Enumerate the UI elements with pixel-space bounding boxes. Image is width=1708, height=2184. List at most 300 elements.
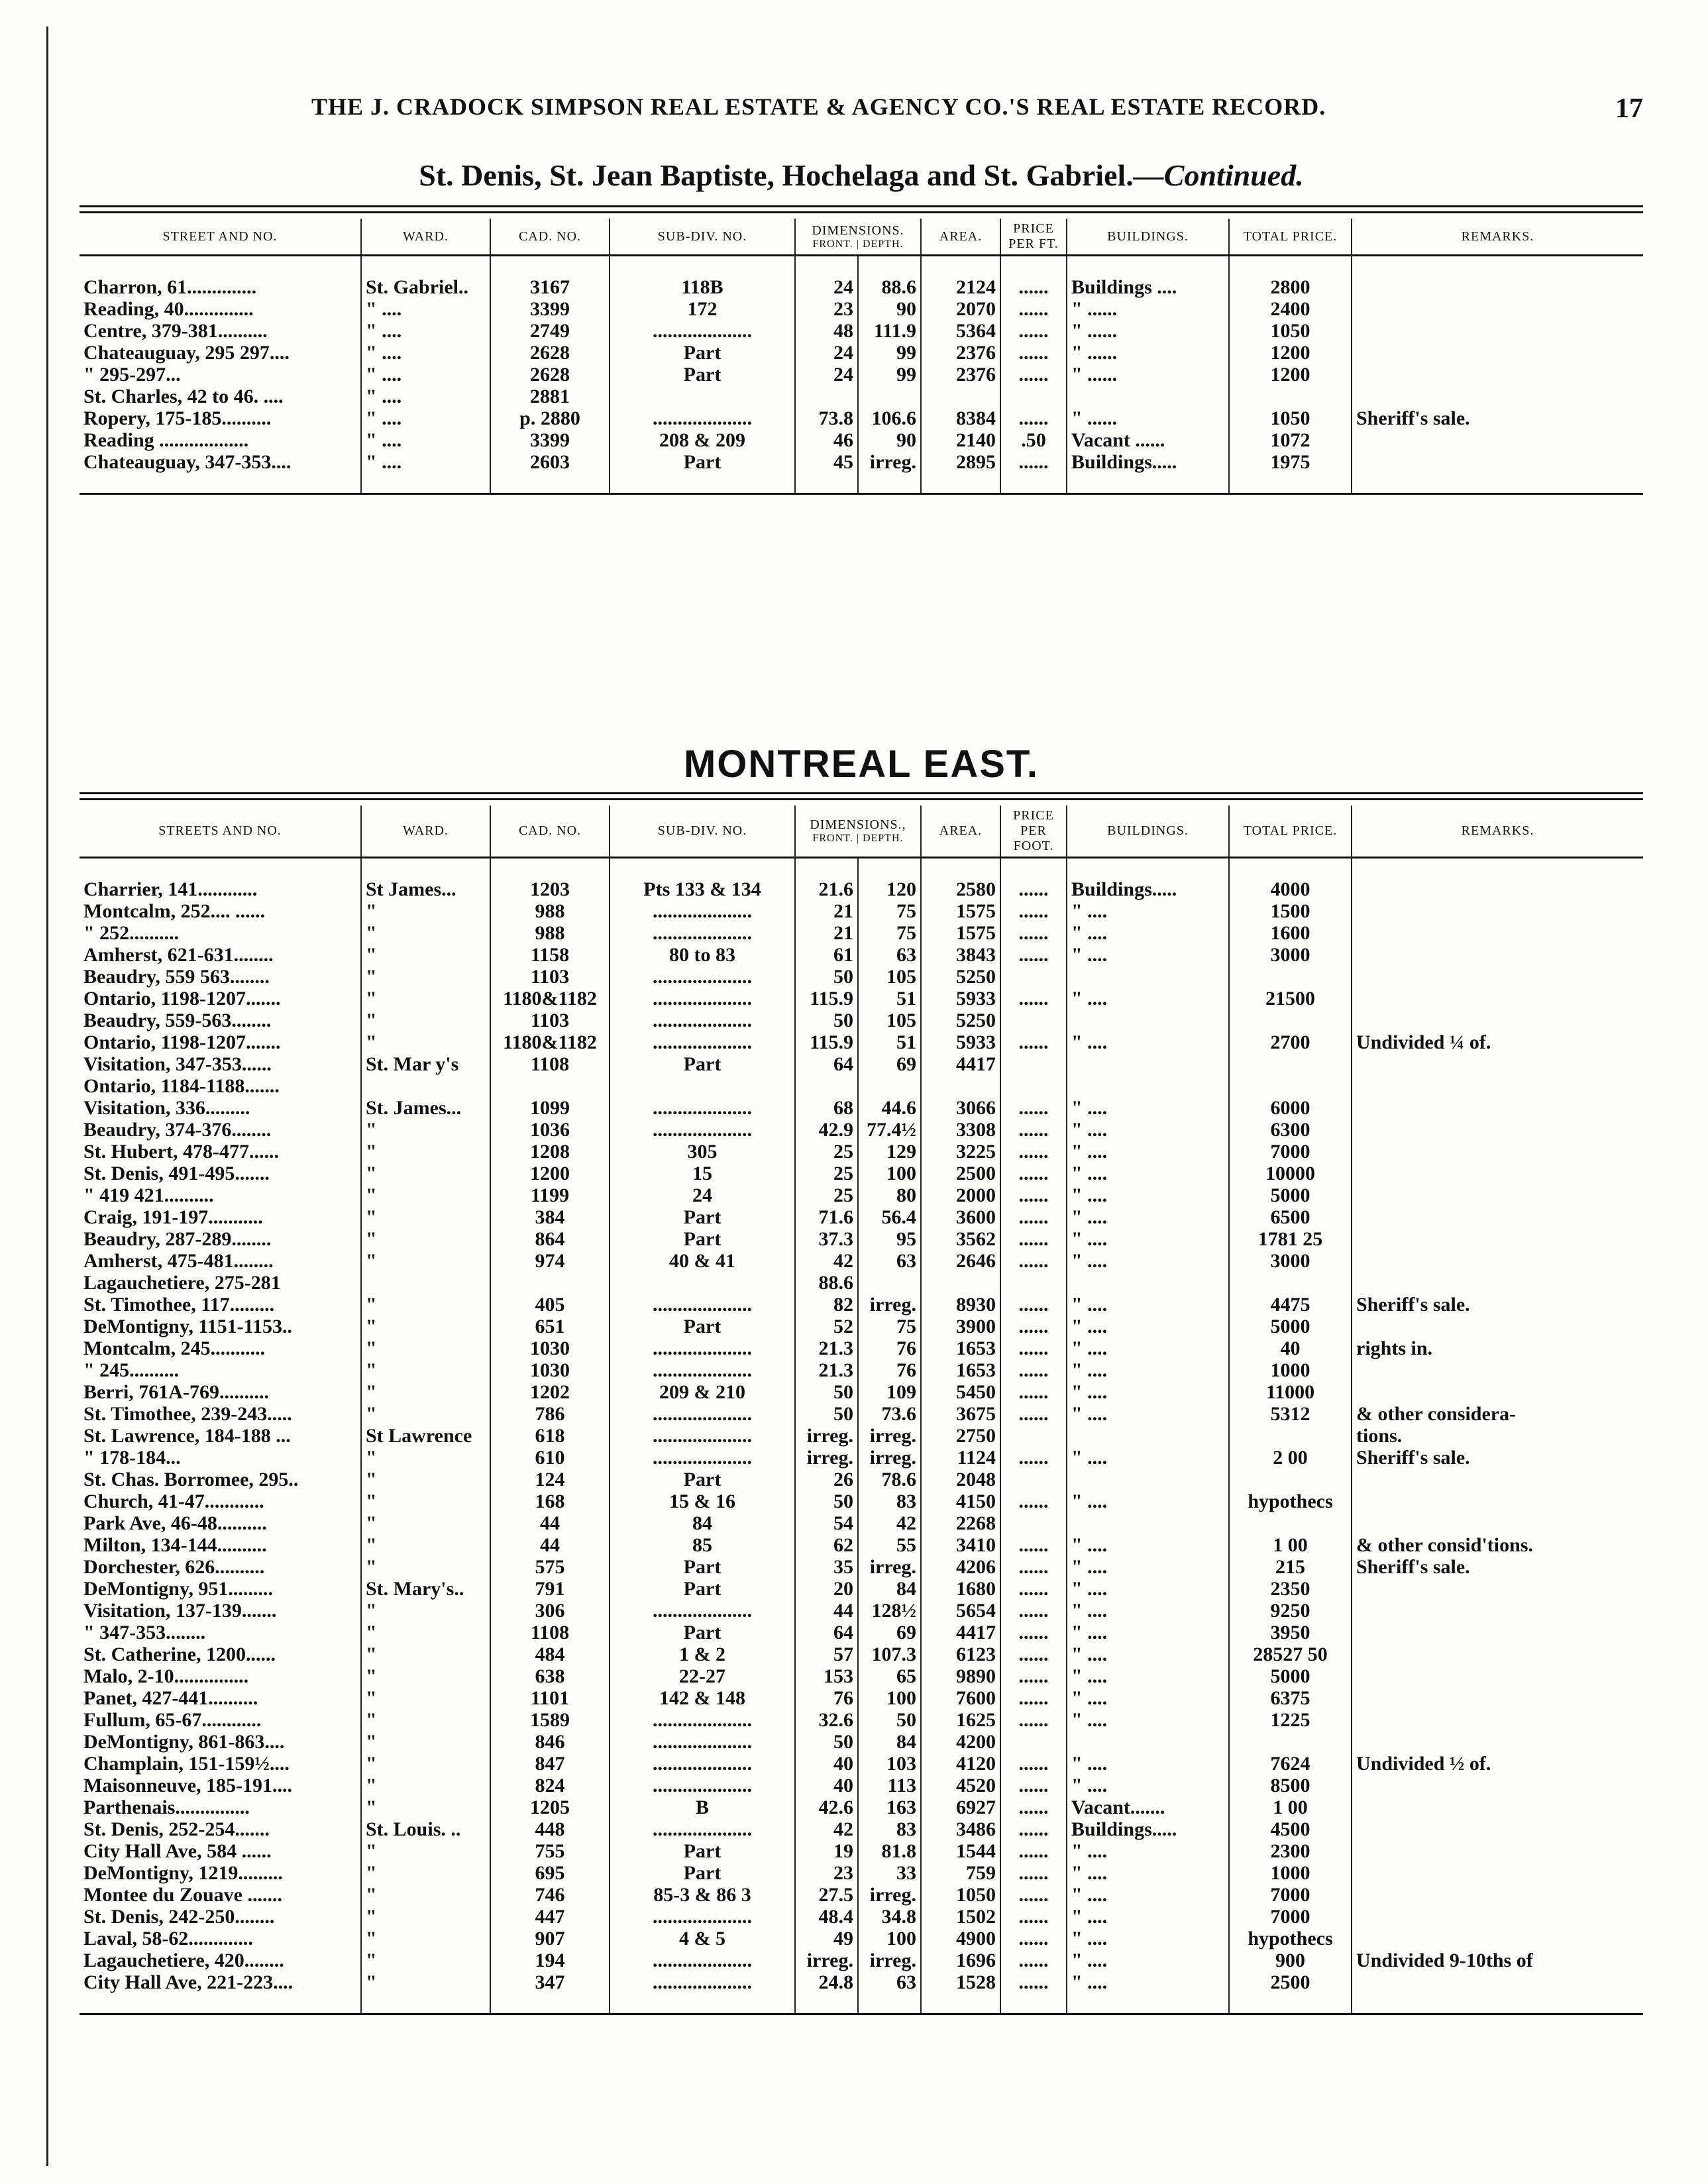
cell-price-per-foot: ...... (1000, 1971, 1067, 1993)
cell-buildings: " .... (1067, 1337, 1229, 1359)
cell-depth: 81.8 (858, 1840, 921, 1862)
cell-area: 759 (921, 1862, 1000, 1884)
cell-subdiv-no: .................... (610, 1753, 795, 1775)
cell-buildings: " .... (1067, 1578, 1229, 1600)
cell-area: 1544 (921, 1840, 1000, 1862)
cell-subdiv-no: .................... (610, 966, 795, 988)
cell-remarks (1352, 1687, 1643, 1709)
cell-remarks (1352, 1840, 1643, 1862)
cell-total-price: 8500 (1229, 1775, 1352, 1796)
cell-area (921, 1272, 1000, 1294)
cell-front: 50 (795, 1731, 858, 1753)
cell-front: 64 (795, 1053, 858, 1075)
cell-area: 2140 (921, 429, 1000, 451)
page-margin-line (46, 26, 48, 2166)
cell-buildings (1067, 386, 1229, 407)
cell-front: irreg. (795, 1950, 858, 1971)
cell-buildings: " .... (1067, 1665, 1229, 1687)
cell-cad-no: 907 (490, 1928, 610, 1950)
cell-street: City Hall Ave, 221-223.... (83, 1971, 294, 1993)
table-row (80, 1469, 1643, 1490)
table-body-st-denis (80, 256, 1643, 494)
cell-ward: " .... (361, 429, 490, 451)
cell-cad-no: 1208 (490, 1141, 610, 1163)
table-row (80, 1534, 1643, 1556)
cell-buildings (1067, 1731, 1229, 1753)
cell-buildings (1067, 1053, 1229, 1075)
cell-buildings: " .... (1067, 1206, 1229, 1228)
spacer-cell (1067, 1993, 1229, 2014)
cell-ward: " (361, 1031, 490, 1053)
cell-price-per-foot: ...... (1000, 878, 1067, 900)
cell-depth: 75 (858, 922, 921, 944)
cell-remarks (1352, 1469, 1643, 1490)
cell-total-price: 1 00 (1229, 1796, 1352, 1818)
cell-area: 3900 (921, 1316, 1000, 1337)
cell-area: 3410 (921, 1534, 1000, 1556)
cell-street: Montcalm, 252.... ...... (83, 900, 266, 922)
cell-subdiv-no: .................... (610, 1010, 795, 1031)
spacer-cell (490, 858, 610, 879)
cell-street: Park Ave, 46-48.......... (83, 1512, 267, 1534)
cell-cad-no: 988 (490, 922, 610, 944)
depth-label: DEPTH. (862, 833, 904, 844)
cell-depth: 65 (858, 1665, 921, 1687)
cell-remarks (1352, 1512, 1643, 1534)
cell-depth: 33 (858, 1862, 921, 1884)
cell-buildings: " .... (1067, 1141, 1229, 1163)
cell-ward: " (361, 1709, 490, 1731)
cell-street: Beaudry, 374-376........ (83, 1119, 272, 1141)
cell-remarks (1352, 1796, 1643, 1818)
cell-price-per-foot: ...... (1000, 1534, 1067, 1556)
cell-depth: 44.6 (858, 1097, 921, 1119)
cell-street: " 295-297... (83, 364, 181, 386)
table-row (80, 1250, 1643, 1272)
cell-buildings: Buildings..... (1067, 1818, 1229, 1840)
table-row (80, 1600, 1643, 1622)
cell-price-per-foot: ...... (1000, 1228, 1067, 1250)
cell-remarks (1352, 922, 1643, 944)
cell-price-per-foot (1000, 1272, 1067, 1294)
cell-area: 1653 (921, 1337, 1000, 1359)
cell-area: 1050 (921, 1884, 1000, 1906)
cell-remarks (1352, 1272, 1643, 1294)
table-row (80, 1687, 1643, 1709)
cell-price-per-foot: ...... (1000, 1578, 1067, 1600)
spacer-cell (490, 473, 610, 494)
spacer-cell (610, 858, 795, 879)
cell-depth (858, 1272, 921, 1294)
table-row (80, 451, 1643, 473)
spacer-cell (1000, 473, 1067, 494)
cell-street: Ontario, 1198-1207....... (83, 988, 281, 1010)
cell-area: 4417 (921, 1622, 1000, 1643)
cell-cad-no: 405 (490, 1294, 610, 1316)
cell-depth: 78.6 (858, 1469, 921, 1490)
cell-total-price: 4475 (1229, 1294, 1352, 1316)
cell-front: 26 (795, 1469, 858, 1490)
table-row (80, 429, 1643, 451)
cell-front: 21 (795, 900, 858, 922)
cell-subdiv-no: 80 to 83 (610, 944, 795, 966)
cell-subdiv-no: .................... (610, 407, 795, 429)
cell-remarks (1352, 1862, 1643, 1884)
cell-subdiv-no: .................... (610, 1359, 795, 1381)
cell-ward: " (361, 1141, 490, 1163)
cell-buildings: Buildings .... (1067, 276, 1229, 298)
spacer-cell (361, 1993, 490, 2014)
table-row (80, 1884, 1643, 1906)
cell-total-price: 1200 (1229, 364, 1352, 386)
cell-street: St. Denis, 491-495....... (83, 1163, 270, 1184)
cell-buildings: " ...... (1067, 364, 1229, 386)
cell-front: 52 (795, 1316, 858, 1337)
table-row (80, 1753, 1643, 1775)
table-row (80, 1316, 1643, 1337)
cell-ward: " (361, 1010, 490, 1031)
table-row (80, 1403, 1643, 1425)
cell-price-per-foot: ...... (1000, 298, 1067, 320)
cell-depth: 120 (858, 878, 921, 900)
cell-ward: " (361, 988, 490, 1010)
cell-ward: " (361, 1381, 490, 1403)
cell-total-price: 1000 (1229, 1862, 1352, 1884)
cell-street: Beaudry, 287-289........ (83, 1228, 272, 1250)
cell-depth: 128½ (858, 1600, 921, 1622)
col-header-dimensions: DIMENSIONS. FRONT. | DEPTH. (795, 219, 921, 256)
cell-price-per-foot: ...... (1000, 1687, 1067, 1709)
cell-street: Parthenais............... (83, 1796, 250, 1818)
cell-price-per-foot (1000, 1010, 1067, 1031)
cell-price-per-foot: ...... (1000, 1665, 1067, 1687)
cell-depth: 63 (858, 1971, 921, 1993)
cell-depth: 84 (858, 1731, 921, 1753)
cell-cad-no: 1030 (490, 1359, 610, 1381)
cell-total-price: 1975 (1229, 451, 1352, 473)
cell-street: St. Catherine, 1200...... (83, 1643, 276, 1665)
cell-total-price: 3950 (1229, 1622, 1352, 1643)
cell-cad-no: 1158 (490, 944, 610, 966)
col-header-buildings: BUILDINGS. (1067, 219, 1229, 256)
cell-remarks (1352, 1206, 1643, 1228)
cell-remarks (1352, 1316, 1643, 1337)
cell-remarks (1352, 1053, 1643, 1075)
cell-depth: 69 (858, 1622, 921, 1643)
cell-ward: " (361, 1119, 490, 1141)
cell-remarks (1352, 1381, 1643, 1403)
cell-price-per-foot: ...... (1000, 1840, 1067, 1862)
cell-buildings: " .... (1067, 1228, 1229, 1250)
spacer-cell (1229, 473, 1352, 494)
table-row (80, 1731, 1643, 1753)
cell-subdiv-no: Part (610, 1556, 795, 1578)
cell-remarks (1352, 966, 1643, 988)
cell-area: 1575 (921, 900, 1000, 922)
cell-subdiv-no: Part (610, 1469, 795, 1490)
cell-ward: " .... (361, 320, 490, 342)
cell-ward: " .... (361, 298, 490, 320)
cell-total-price (1229, 1731, 1352, 1753)
cell-front: 115.9 (795, 1031, 858, 1053)
spacer-cell (80, 473, 361, 494)
cell-cad-no: 618 (490, 1425, 610, 1447)
cell-cad-no: p. 2880 (490, 407, 610, 429)
cell-cad-no: 2881 (490, 386, 610, 407)
cell-total-price: 1781 25 (1229, 1228, 1352, 1250)
cell-cad-no: 447 (490, 1906, 610, 1928)
cell-depth: 105 (858, 1010, 921, 1031)
spacer-cell (610, 473, 795, 494)
cell-subdiv-no: 22-27 (610, 1665, 795, 1687)
cell-total-price: 7000 (1229, 1141, 1352, 1163)
spacer-cell (858, 473, 921, 494)
cell-street: Champlain, 151-159½.... (83, 1753, 290, 1775)
cell-street: Lagauchetiere, 275-281 (83, 1272, 281, 1294)
cell-area: 2580 (921, 878, 1000, 900)
cell-subdiv-no: Pts 133 & 134 (610, 878, 795, 900)
cell-area: 2124 (921, 276, 1000, 298)
cell-subdiv-no: .................... (610, 922, 795, 944)
cell-subdiv-no: 85 (610, 1534, 795, 1556)
spacer-cell (921, 858, 1000, 879)
spacer-cell (1229, 858, 1352, 879)
cell-front: 50 (795, 1010, 858, 1031)
cell-buildings: Vacant....... (1067, 1796, 1229, 1818)
cell-price-per-foot: ...... (1000, 1206, 1067, 1228)
cell-buildings: " .... (1067, 1447, 1229, 1469)
cell-ward: " (361, 1622, 490, 1643)
cell-area: 1625 (921, 1709, 1000, 1731)
cell-remarks (1352, 878, 1643, 900)
cell-remarks (1352, 1928, 1643, 1950)
cell-cad-no: 3399 (490, 429, 610, 451)
cell-buildings: " ...... (1067, 342, 1229, 364)
cell-buildings: " .... (1067, 1775, 1229, 1796)
cell-cad-no: 1205 (490, 1796, 610, 1818)
cell-price-per-foot: ...... (1000, 1884, 1067, 1906)
cell-price-per-foot: ...... (1000, 922, 1067, 944)
cell-front: 25 (795, 1163, 858, 1184)
cell-remarks (1352, 1010, 1643, 1031)
cell-total-price: 1225 (1229, 1709, 1352, 1731)
table-row (80, 1862, 1643, 1884)
cell-area: 4417 (921, 1053, 1000, 1075)
cell-cad-no: 2628 (490, 364, 610, 386)
cell-total-price: 3000 (1229, 944, 1352, 966)
cell-cad-no: 347 (490, 1971, 610, 1993)
cell-front: 49 (795, 1928, 858, 1950)
cell-front: 50 (795, 1490, 858, 1512)
cell-total-price: 5000 (1229, 1184, 1352, 1206)
record-table-montreal-east (80, 806, 1643, 2015)
cell-street: Reading, 40.............. (83, 298, 254, 320)
cell-total-price: 7624 (1229, 1753, 1352, 1775)
cell-area: 1680 (921, 1578, 1000, 1600)
cell-depth: 111.9 (858, 320, 921, 342)
cell-front: 27.5 (795, 1884, 858, 1906)
cell-front: 82 (795, 1294, 858, 1316)
cell-ward: " .... (361, 451, 490, 473)
table-top-rule-2 (80, 792, 1643, 800)
cell-ward: " (361, 1490, 490, 1512)
cell-remarks (1352, 1971, 1643, 1993)
cell-subdiv-no: Part (610, 1622, 795, 1643)
table-row (80, 1709, 1643, 1731)
table-row (80, 1796, 1643, 1818)
cell-area: 5654 (921, 1600, 1000, 1622)
cell-front: 24.8 (795, 1971, 858, 1993)
cell-remarks (1352, 1250, 1643, 1272)
table-row (80, 276, 1643, 298)
cell-front: 24 (795, 364, 858, 386)
table-row (80, 944, 1643, 966)
cell-cad-no: 1199 (490, 1184, 610, 1206)
cell-total-price: hypothecs (1229, 1490, 1352, 1512)
cell-cad-no: 610 (490, 1447, 610, 1469)
cell-front: 115.9 (795, 988, 858, 1010)
cell-street: Reading .................. (83, 429, 249, 451)
col-header-ward: WARD. (361, 806, 490, 858)
spacer-cell (1352, 858, 1643, 879)
cell-total-price (1229, 1053, 1352, 1075)
cell-cad-no: 786 (490, 1403, 610, 1425)
cell-total-price: 2300 (1229, 1840, 1352, 1862)
cell-total-price: 1600 (1229, 922, 1352, 944)
cell-front (795, 1075, 858, 1097)
cell-ward: St. Mar y's (361, 1053, 490, 1075)
cell-street: DeMontigny, 1219......... (83, 1862, 283, 1884)
cell-remarks: Undivided 9-10ths of (1352, 1950, 1643, 1971)
cell-price-per-foot: ...... (1000, 407, 1067, 429)
cell-remarks: Sheriff's sale. (1352, 1556, 1643, 1578)
cell-cad-no: 864 (490, 1228, 610, 1250)
spacer-cell (921, 1993, 1000, 2014)
cell-remarks (1352, 1709, 1643, 1731)
cell-total-price: 6375 (1229, 1687, 1352, 1709)
cell-ward: " (361, 1753, 490, 1775)
table-header-row (80, 806, 1643, 858)
table-row (80, 1971, 1643, 1993)
cell-subdiv-no: .................... (610, 1818, 795, 1840)
cell-area: 4120 (921, 1753, 1000, 1775)
cell-depth: 106.6 (858, 407, 921, 429)
cell-ward: " (361, 1796, 490, 1818)
cell-depth: 100 (858, 1687, 921, 1709)
cell-total-price: 6500 (1229, 1206, 1352, 1228)
cell-subdiv-no: 84 (610, 1512, 795, 1534)
cell-remarks (1352, 1665, 1643, 1687)
cell-depth: 80 (858, 1184, 921, 1206)
cell-buildings: " .... (1067, 1490, 1229, 1512)
cell-depth: irreg. (858, 1447, 921, 1469)
table-row (80, 1010, 1643, 1031)
cell-cad-no (490, 1075, 610, 1097)
cell-price-per-foot (1000, 1425, 1067, 1447)
spacer-cell (1229, 256, 1352, 277)
cell-street: DeMontigny, 951......... (83, 1578, 273, 1600)
table-row (80, 1906, 1643, 1928)
cell-price-per-foot: ...... (1000, 1753, 1067, 1775)
cell-front: 32.6 (795, 1709, 858, 1731)
cell-street: DeMontigny, 1151-1153.. (83, 1316, 293, 1337)
cell-street: " 178-184... (83, 1447, 181, 1469)
cell-price-per-foot: ...... (1000, 342, 1067, 364)
cell-area: 2070 (921, 298, 1000, 320)
cell-buildings (1067, 1010, 1229, 1031)
cell-front (795, 386, 858, 407)
cell-cad-no: 824 (490, 1775, 610, 1796)
spacer-cell (1352, 256, 1643, 277)
cell-remarks (1352, 364, 1643, 386)
cell-cad-no: 1108 (490, 1622, 610, 1643)
cell-subdiv-no: 24 (610, 1184, 795, 1206)
cell-cad-no: 2749 (490, 320, 610, 342)
cell-area: 3486 (921, 1818, 1000, 1840)
cell-subdiv-no: .................... (610, 1119, 795, 1141)
cell-total-price: 2 00 (1229, 1447, 1352, 1469)
cell-depth: 88.6 (858, 276, 921, 298)
cell-street: City Hall Ave, 584 ...... (83, 1840, 272, 1862)
cell-street: Maisonneuve, 185-191.... (83, 1775, 292, 1796)
cell-depth: 75 (858, 900, 921, 922)
cell-price-per-foot (1000, 1731, 1067, 1753)
spacer-cell (490, 256, 610, 277)
cell-cad-no (490, 1272, 610, 1294)
cell-subdiv-no: .................... (610, 1709, 795, 1731)
cell-total-price: 5312 (1229, 1403, 1352, 1425)
cell-area: 7600 (921, 1687, 1000, 1709)
cell-remarks: Sheriff's sale. (1352, 1447, 1643, 1469)
cell-subdiv-no: .................... (610, 1731, 795, 1753)
cell-remarks: Sheriff's sale. (1352, 407, 1643, 429)
cell-ward: " (361, 1600, 490, 1622)
cell-total-price: 215 (1229, 1556, 1352, 1578)
table-row (80, 1578, 1643, 1600)
cell-total-price (1229, 1075, 1352, 1097)
cell-total-price: 1500 (1229, 900, 1352, 922)
cell-depth: irreg. (858, 1425, 921, 1447)
cell-ward: " (361, 1403, 490, 1425)
cell-buildings (1067, 966, 1229, 988)
cell-street: Dorchester, 626.......... (83, 1556, 265, 1578)
cell-area: 3308 (921, 1119, 1000, 1141)
cell-buildings: " .... (1067, 1709, 1229, 1731)
cell-total-price: 1200 (1229, 342, 1352, 364)
cell-cad-no: 1200 (490, 1163, 610, 1184)
cell-buildings: " .... (1067, 1600, 1229, 1622)
cell-depth: 83 (858, 1490, 921, 1512)
cell-buildings: " .... (1067, 900, 1229, 922)
cell-ward: " (361, 1359, 490, 1381)
cell-street: Berri, 761A-769.......... (83, 1381, 269, 1403)
cell-area: 5250 (921, 966, 1000, 988)
cell-depth: 107.3 (858, 1643, 921, 1665)
cell-area: 4150 (921, 1490, 1000, 1512)
cell-cad-no: 1099 (490, 1097, 610, 1119)
cell-depth: irreg. (858, 1556, 921, 1578)
cell-ward: " (361, 1534, 490, 1556)
cell-buildings: " .... (1067, 1643, 1229, 1665)
record-table-st-denis (80, 219, 1643, 495)
table-row (80, 1840, 1643, 1862)
cell-remarks (1352, 451, 1643, 473)
cell-front: 153 (795, 1665, 858, 1687)
cell-ward: " (361, 1928, 490, 1950)
cell-front: 54 (795, 1512, 858, 1534)
cell-price-per-foot: ...... (1000, 1862, 1067, 1884)
table-row (80, 1228, 1643, 1250)
